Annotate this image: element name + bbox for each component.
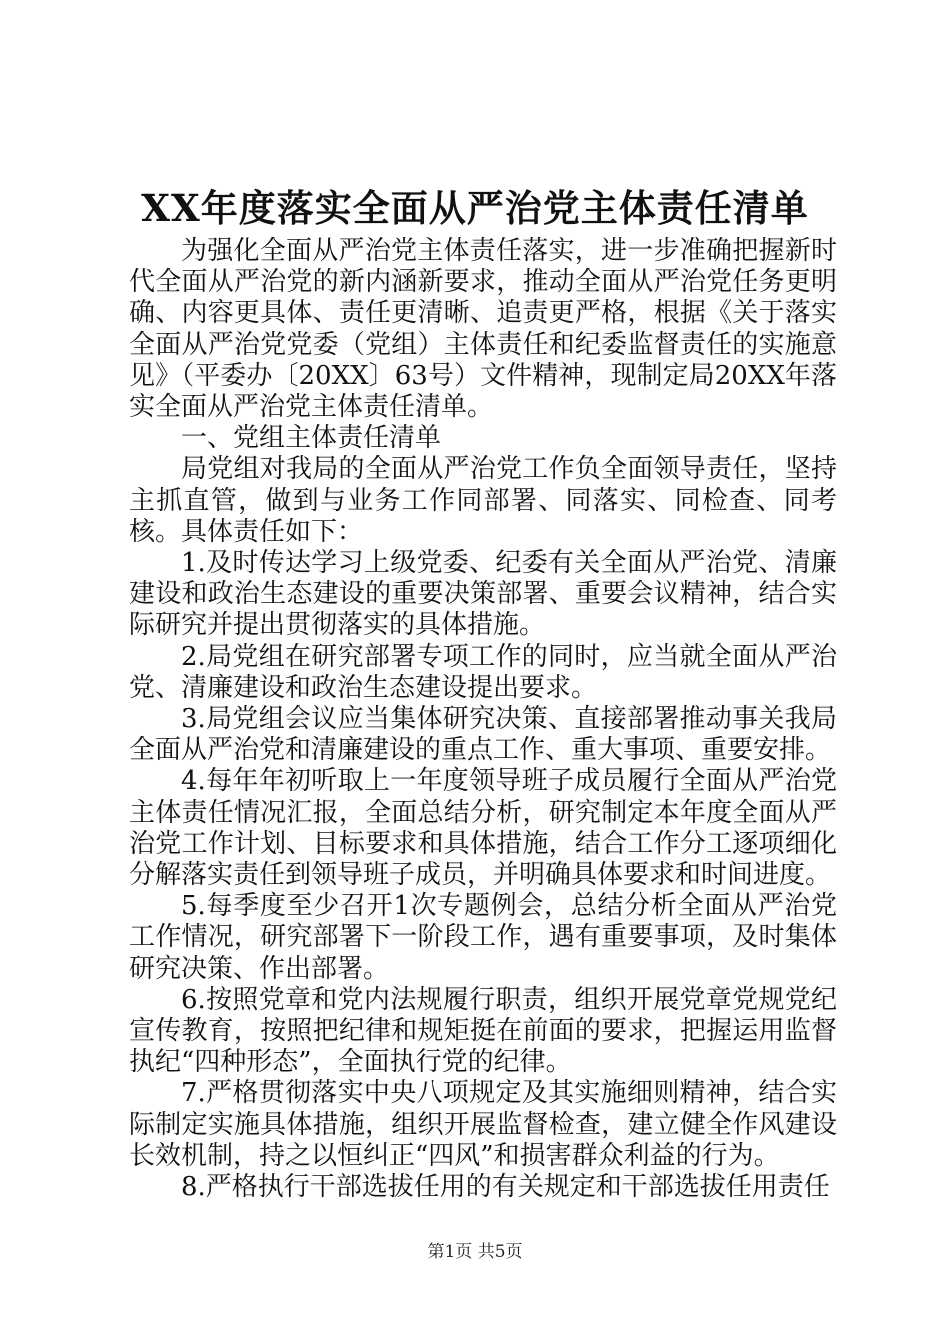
list-item: 2.局党组在研究部署专项工作的同时，应当就全面从严治党、清廉建设和政治生态建设提出要求。	[129, 641, 837, 703]
list-item: 6.按照党章和党内法规履行职责，组织开展党章党规党纪宣传教育，按照把纪律和规矩挺在前面的要求，把握运用监督执纪“四种形态”，全面执行党的纪律。	[129, 984, 837, 1078]
list-item: 5.每季度至少召开1次专题例会，总结分析全面从严治党工作情况，研究部署下一阶段工作，遇有重要事项，及时集体研究决策、作出部署。	[129, 891, 837, 984]
list-item: 3.局党组会议应当集体研究决策、直接部署推动事关我局全面从严治党和清廉建设的重点工作、重大事项、重要安排。	[129, 704, 837, 766]
list-item: 1.及时传达学习上级党委、纪委有关全面从严治党、清廉建设和政治生态建设的重要决策部署、重要会议精神，结合实际研究并提出贯彻落实的具体措施。	[129, 548, 837, 641]
paragraph-intro: 为强化全面从严治党主体责任落实，进一步准确把握新时代全面从严治党的新内涵新要求，推动全面从严治党任务更明确、内容更具体、责任更清晰、追责更严格，根据《关于落实全面从严治党党委（党组）主体责任和纪委监督责任的实施意见》（平委办〔20XX〕63号）文件精神，现制定局20XX年落实全面从严治党主体责任清单。	[129, 236, 837, 423]
document-body	[129, 236, 837, 1203]
paragraph: 局党组对我局的全面从严治党工作负全面领导责任，坚持主抓直管，做到与业务工作同部署、同落实、同检查、同考核。具体责任如下：	[129, 454, 837, 547]
page-footer: 第1页 共5页	[427, 1242, 523, 1262]
document-title: XX年度落实全面从严治党主体责任清单	[141, 186, 809, 230]
list-item: 4.每年年初听取上一年度领导班子成员履行全面从严治党主体责任情况汇报，全面总结分析，研究制定本年度全面从严治党工作计划、目标要求和具体措施，结合工作分工逐项细化分解落实责任到领导班子成员，并明确具体要求和时间进度。	[129, 766, 837, 891]
section-heading: 一、党组主体责任清单	[181, 423, 442, 454]
list-item: 8.严格执行干部选拔任用的有关规定和干部选拔任用责任	[181, 1172, 830, 1203]
list-item: 7.严格贯彻落实中央八项规定及其实施细则精神，结合实际制定实施具体措施，组织开展监督检查，建立健全作风建设长效机制，持之以恒纠正“四风”和损害群众利益的行为。	[129, 1078, 837, 1171]
